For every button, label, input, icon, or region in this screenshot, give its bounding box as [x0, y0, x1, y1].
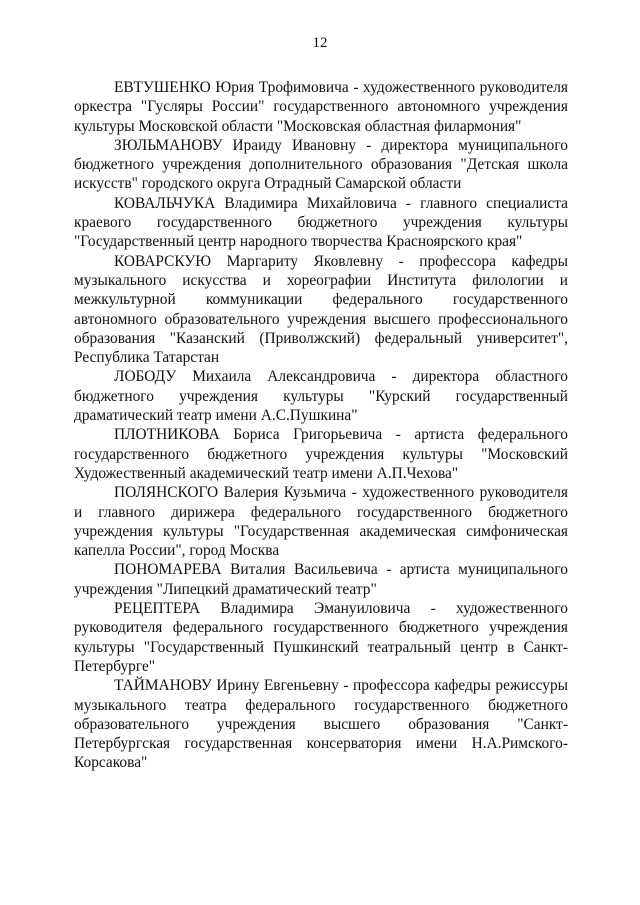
person-position: - директора муниципального бюджетного учреждения дополнительного образования "Детская школа искусств" городского округа Отрадный Самарской области [74, 136, 568, 193]
person-position: - профессора кафедры режиссуры музыкального театра федерального государственного бюджетного образовательного учреждения высшего образования "Санкт-Петербургская государственная консерватория имени Н.А.Римского-Корсакова" [74, 677, 569, 772]
person-name: ЕВТУШЕНКО Юрия Трофимовича [114, 79, 349, 96]
list-item [74, 599, 568, 676]
person-position: - артиста муниципального учреждения "Липецкий драматический театр" [74, 561, 568, 598]
person-name: КОВАРСКУЮ Маргариту Яковлевну [114, 252, 384, 270]
person-name: ЗЮЛЬМАНОВУ Ираиду Ивановну [114, 136, 357, 154]
list-item [74, 483, 568, 560]
person-position: - директора областного бюджетного учреждения культуры "Курский государственный драматический театр имени А.С.Пушкина" [74, 368, 568, 425]
person-name: ЛОБОДУ Михаила Александровича [114, 368, 376, 386]
person-name: ПОНОМАРЕВА Виталия Васильевича [114, 561, 378, 579]
person-name: ПОЛЯНСКОГО Валерия Кузьмича [114, 484, 347, 502]
page-number: 12 [312, 35, 328, 51]
person-name: ТАЙМАНОВУ Ирину Евгеньевну [114, 677, 339, 695]
list-item [74, 252, 568, 368]
person-position: - художественного руководителя оркестра "Гусляры России" государственного автономного учреждения культуры Московской области "Московская областная филармония" [74, 79, 569, 135]
list-item [74, 560, 568, 599]
list-item [74, 367, 568, 425]
person-name: КОВАЛЬЧУКА Владимира Михайловича [114, 194, 397, 212]
list-item [74, 676, 568, 772]
list-item [74, 78, 568, 136]
person-position: - артиста федерального государственного бюджетного учреждения культуры "Московский Художественный академический театр имени А.П.Чехова" [74, 426, 568, 482]
award-list [74, 78, 568, 773]
list-item [74, 136, 568, 194]
person-name: ПЛОТНИКОВА Бориса Григорьевича [114, 426, 383, 444]
person-position: - художественного руководителя федерального государственного бюджетного учреждения культуры "Государственный Пушкинский театральный центр в Санкт- Петербурге" [74, 600, 568, 675]
list-item [74, 194, 568, 252]
person-position: - профессора кафедры музыкального искусства и хореографии Института филологии и межкультурной коммуникации федерального государственного автономного образовательного учреждения высшего профессионального образования "Казанский (Приволжский) федеральный университет", Республика Татарстан [74, 252, 568, 367]
person-position: - главного специалиста краевого государственного бюджетного учреждения культуры "Государственный центр народного творчества Красноярского края" [74, 194, 568, 251]
person-name: РЕЦЕПТЕРА Владимира Эмануиловича [114, 600, 411, 618]
person-position: - художественного руководителя и главного дирижера федерального государственного бюджетного учреждения культуры "Государственная академическая симфоническая капелла России", город Москва [74, 484, 568, 560]
list-item [74, 425, 568, 483]
